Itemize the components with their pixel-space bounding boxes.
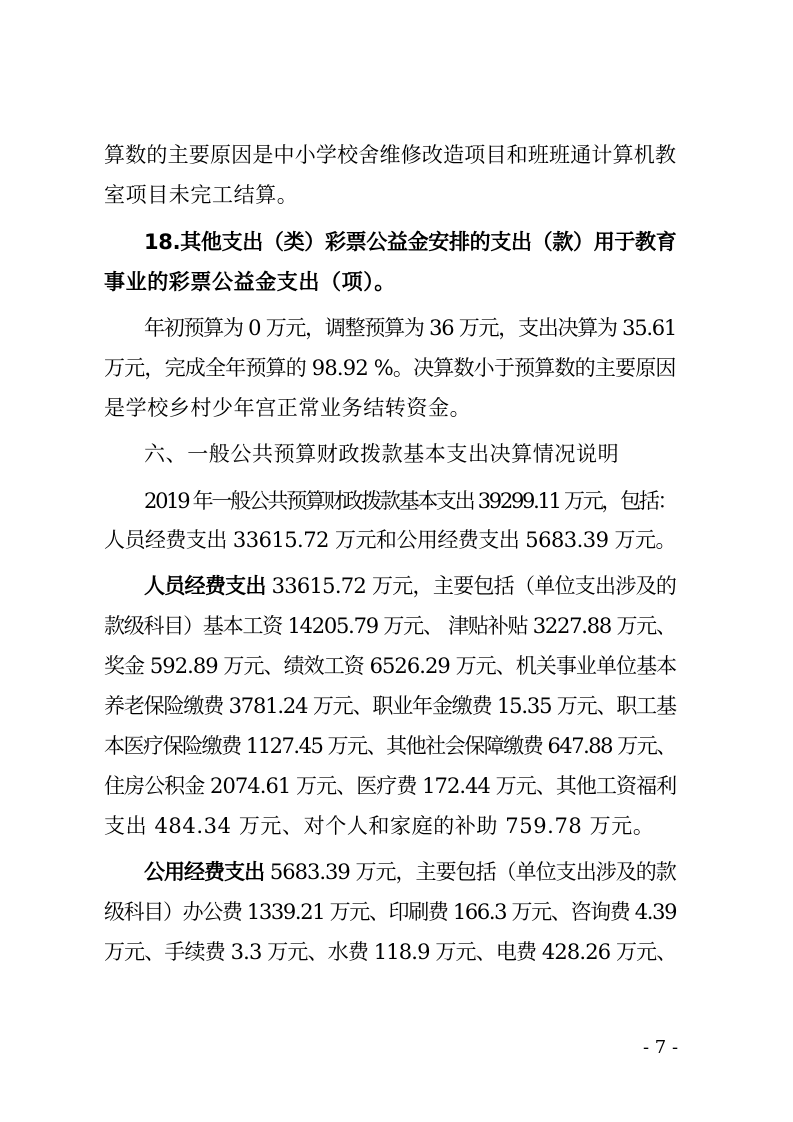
public-expense-label: 公用经费支出 bbox=[144, 860, 265, 884]
section-heading-line: 六、一般公共预算财政拨款基本支出决算情况说明 bbox=[144, 442, 620, 466]
body-text-line: 本医疗保险缴费 1127.45 万元、其他社会保障缴费 647.88 万元、 bbox=[104, 734, 676, 758]
personnel-expense-text: 33615.72 万元，主要包括（单位支出涉及的 bbox=[265, 574, 677, 598]
body-text-line: 支出 484.34 万元、对个人和家庭的补助 759.78 万元。 bbox=[104, 814, 655, 838]
body-text-line: 养老保险缴费 3781.24 万元、职业年金缴费 15.35 万元、职工基 bbox=[104, 694, 676, 718]
public-expense-text: 5683.39 万元，主要包括（单位支出涉及的款 bbox=[264, 860, 676, 884]
page-number: - 7 - bbox=[643, 1037, 679, 1058]
body-text-line: 万元，完成全年预算的 98.92 %。决算数小于预算数的主要原因 bbox=[104, 356, 676, 380]
personnel-expense-line bbox=[144, 572, 676, 600]
body-text-line: 年初预算为 0 万元，调整预算为 36 万元，支出决算为 35.61 bbox=[144, 316, 676, 340]
body-text-line: 住房公积金 2074.61 万元、医疗费 172.44 万元、其他工资福利 bbox=[104, 774, 677, 798]
public-expense-line bbox=[144, 858, 676, 886]
body-text-line: 算数的主要原因是中小学校舍维修改造项目和班班通计算机教 bbox=[104, 143, 677, 167]
body-text-line: 人员经费支出 33615.72 万元和公用经费支出 5683.39 万元。 bbox=[104, 528, 676, 552]
body-text-line: 是学校乡村少年宫正常业务结转资金。 bbox=[104, 396, 472, 420]
body-text-line: 级科目）办公费 1339.21 万元、印刷费 166.3 万元、咨询费 4.39 bbox=[104, 900, 677, 924]
body-text-line: 奖金 592.89 万元、绩效工资 6526.29 万元、机关事业单位基本 bbox=[104, 654, 677, 678]
body-text-line: 2019 年一般公共预算财政拨款基本支出 39299.11 万元，包括： bbox=[144, 489, 677, 513]
body-text-line: 室项目未完工结算。 bbox=[104, 183, 299, 207]
personnel-expense-label: 人员经费支出 bbox=[144, 574, 266, 598]
section-heading-line: 事业的彩票公益金支出（项）。 bbox=[104, 270, 396, 294]
body-text-line: 款级科目）基本工资 14205.79 万元、 津贴补贴 3227.88 万元、 bbox=[104, 614, 676, 638]
body-text-line: 万元、手续费 3.3 万元、水费 118.9 万元、电费 428.26 万元、 bbox=[104, 940, 677, 964]
section-heading-line: 18.其他支出（类）彩票公益金安排的支出（款）用于教育 bbox=[144, 230, 677, 254]
